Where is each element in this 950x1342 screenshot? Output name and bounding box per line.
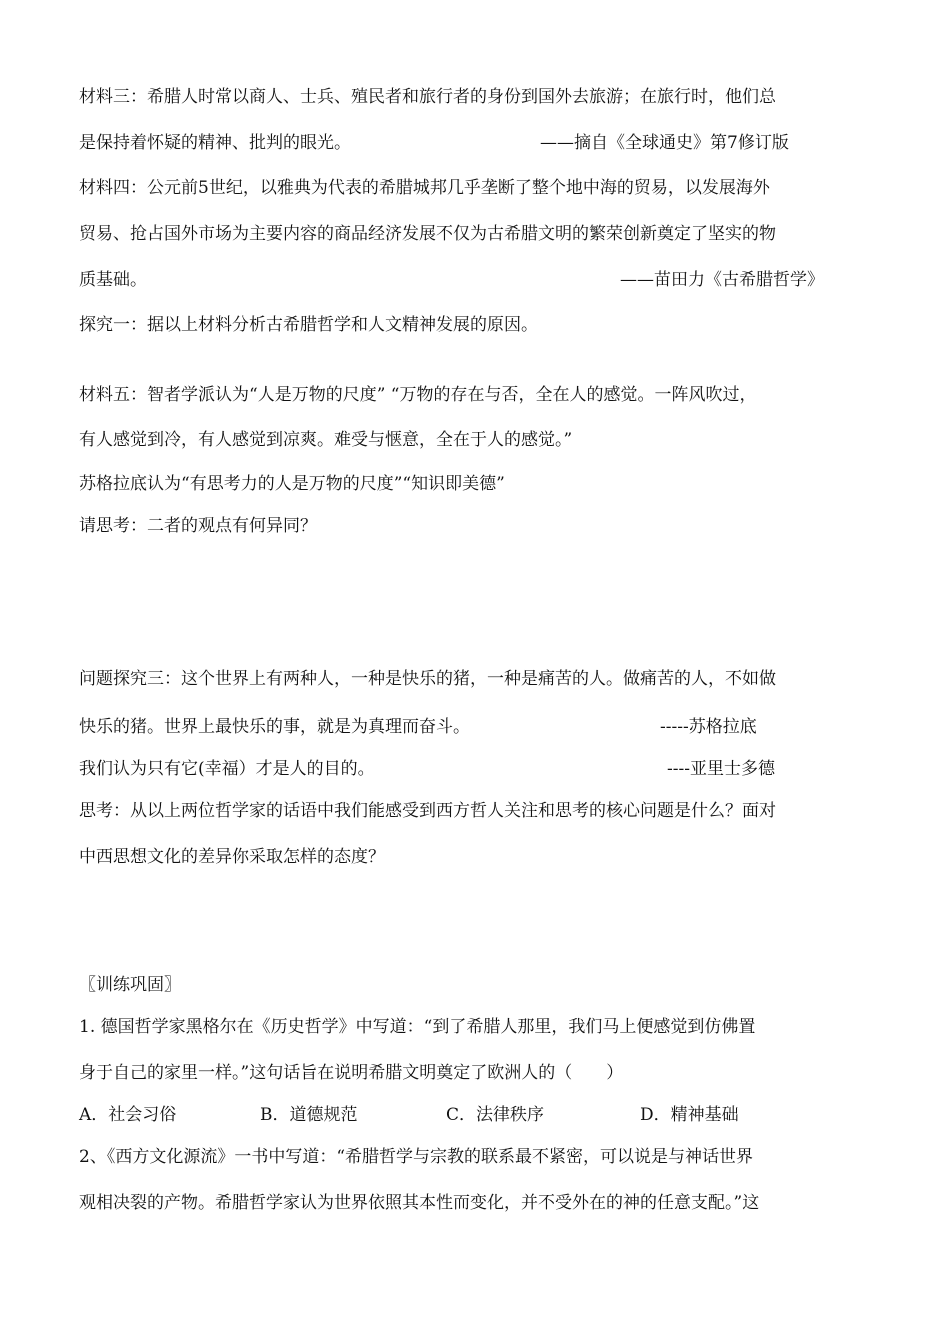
material-3-source: ——摘自《全球通史》第7修订版 [540, 133, 789, 153]
question-2-line: 观相决裂的产物。希腊哲学家认为世界依照其本性而变化，并不受外在的神的任意支配。”这 [79, 1193, 760, 1213]
training-heading: 〖训练巩固〗 [79, 975, 181, 995]
inquiry-3-source-socrates: -----苏格拉底 [660, 717, 757, 737]
inquiry-3-think: 中西思想文化的差异你采取怎样的态度？ [79, 847, 385, 867]
option-d[interactable]: D．精神基础 [640, 1105, 739, 1125]
material-5-line: 有人感觉到冷，有人感觉到凉爽。难受与惬意，全在于人的感觉。” [79, 430, 573, 450]
option-b[interactable]: B．道德规范 [260, 1105, 358, 1125]
inquiry-3-think: 思考：从以上两位哲学家的话语中我们能感受到西方哲人关注和思考的核心问题是什么？面对 [79, 801, 776, 821]
inquiry-3-line: 快乐的猪。世界上最快乐的事，就是为真理而奋斗。 [79, 717, 470, 737]
inquiry-3-line: 我们认为只有它(幸福）才是人的目的。 [79, 759, 375, 779]
question-1-line: 1. 德国哲学家黑格尔在《历史哲学》中写道：“到了希腊人那里，我们马上便感觉到仿佛置 [79, 1017, 756, 1037]
inquiry-1: 探究一：据以上材料分析古希腊哲学和人文精神发展的原因。 [79, 315, 538, 335]
material-3-line: 材料三：希腊人时常以商人、士兵、殖民者和旅行者的身份到国外去旅游；在旅行时，他们总 [79, 87, 776, 107]
material-4-line: 质基础。 [79, 270, 147, 290]
inquiry-3-line: 问题探究三：这个世界上有两种人，一种是快乐的猪，一种是痛苦的人。做痛苦的人，不如做 [79, 669, 776, 689]
material-5-line: 材料五：智者学派认为“人是万物的尺度” “万物的存在与否，全在人的感觉。一阵风吹过， [79, 385, 757, 405]
question-2-line: 2、《西方文化源流》一书中写道：“希腊哲学与宗教的联系最不紧密，可以说是与神话世界 [79, 1147, 754, 1167]
inquiry-3-source-aristotle: ----亚里士多德 [667, 759, 775, 779]
material-4-line: 材料四：公元前5世纪，以雅典为代表的希腊城邦几乎垄断了整个地中海的贸易，以发展海外 [79, 178, 770, 198]
option-c[interactable]: C．法律秩序 [446, 1105, 545, 1125]
material-4-line: 贸易、抢占国外市场为主要内容的商品经济发展不仅为古希腊文明的繁荣创新奠定了坚实的物 [79, 224, 776, 244]
material-5-line: 苏格拉底认为“有思考力的人是万物的尺度”“知识即美德” [79, 474, 505, 494]
material-5-question: 请思考：二者的观点有何异同？ [79, 516, 317, 536]
material-4-source: ——苗田力《古希腊哲学》 [620, 270, 824, 290]
question-1-line: 身于自己的家里一样。”这句话旨在说明希腊文明奠定了欧洲人的（ ） [79, 1063, 624, 1083]
material-3-line: 是保持着怀疑的精神、批判的眼光。 [79, 133, 351, 153]
option-a[interactable]: A．社会习俗 [79, 1105, 177, 1125]
